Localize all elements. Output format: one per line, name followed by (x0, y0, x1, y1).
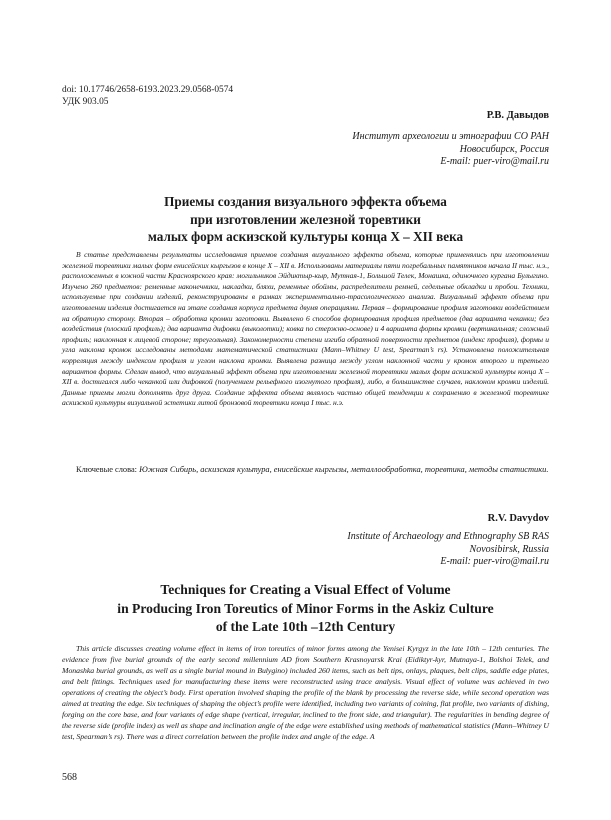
title-ru-line: малых форм аскизской культуры конца X – XII века (147, 229, 464, 244)
title-en-line: Techniques for Creating a Visual Effect of Volume (160, 582, 451, 597)
title-ru-line: Приемы создания визуального эффекта объема (164, 194, 447, 209)
author-ru: Р.В. Давыдов (486, 110, 549, 121)
author-en: R.V. Davydov (487, 513, 549, 524)
doi-line: doi: 10.17746/2658-6193.2023.29.0568-0574 (62, 85, 234, 95)
abstract-ru: В статье представлены результаты исследования приемов создания визуального эффекта объема, которые применялись при изготовлении железной торевтики малых форм енисейских кыргызов в конце X – XII в. Использованы материалы пяти погребальных памятников начала II тыс. н.э., расположенных в южной части Красноярского края: могильников Эйдиктыр-кыр, Мутная-1, Большой Телек, Монашка, одиночного кургана Булыгино. Изучено 260 предметов: ременные наконечники, накладки, бляхи, ременные обоймы, распределители ремней, седельные обкладки и пробои. Техники, используемые при создании изделий, реконструированы в рамках экспериментально-трасологического анализа. Визуальный эффект объема при изготовлении изделия достигается на этапе создания корпуса предмета двумя операциями. Первая – формирование профиля заготовки воздействием на обратную сторону. Вторая – обработка кромки заготовки. Выявлено 6 способов формирования профиля предметов (два варианта чеканки; без воздействия (плоский профиль); два варианта дифовки (выколотки); ковка по стержню-основе) и 4 варианта формы кромки (вертикальная; сложный профиль; наклонная к лицевой стороне; треугольная). Закономерности степени изгиба обратной поверхности предметов (индекс профиля), формы и угла наклона кромок исследованы методами математической статистики (Mann–Whitney U test, Spearman’s rs). Установлена положительная корреляция между индексом профиля и углом наклона кромки. Выявлена разница между углом наклонной части у кромок второго и третьего вариантов формы. Сделан вывод, что визуальный эффект объема при изготовлении железной торевтики малых форм аскизской культуры конца X – XII в. достигался либо чеканкой или дифовкой (получением рельефного изогнутого профиля), либо, в большинстве случаев, наклоном кромки изделий. Данные приемы могли дополнять друг друга. Создание эффекта объема являлось частью общей тенденции к сохранению в железной торевтике аскизской культуры визуальной эстетики литой бронзовой торевтики конца I тыс. н.э. (62, 250, 549, 408)
affiliation-ru-institute: Институт археологии и этнографии СО РАН (352, 131, 549, 142)
title-ru (62, 193, 549, 246)
affiliation-en-email: E-mail: puer-viro@mail.ru (440, 556, 549, 567)
keywords-label: Ключевые слова: (76, 465, 137, 474)
title-ru-line: при изготовлении железной торевтики (190, 211, 421, 227)
affiliation-en-institute: Institute of Archaeology and Ethnography SB RAS (347, 531, 549, 542)
affiliation-ru-email: E-mail: puer-viro@mail.ru (440, 156, 549, 167)
abstract-en: This article discusses creating volume effect in items of iron toreutics of minor forms among the Yenisei Kyrgyz in the late 10th – 12th centuries. The evidence from five burial grounds of the early second millennium AD from Southern Krasnoyarsk Krai (Eidiktyr-kyr, Mutnaya-1, Bolshoi Telek, and Monashka burial grounds, as well as a single burial mound in Bulygino) included 260 items, such as belt tips, onlays, plaques, belt clips, saddle edge plates, and belt fittings. Techniques used for manufacturing these items were reconstructed using trace analysis. Visual effect of volume was achieved in two operations of creating the object’s body. First operation involved shaping the profile of the blank by processing the reverse side, while second operation was aimed at treating the edge. Six techniques of shaping the object’s profile were identified, including two variants of coining, flat profile, two variants of dishing, forging on the core base, and four variants of edge shape (vertical, irregular, inclined to the front side, and triangular). The regularities in bending degree of the reverse side (profile index) as well as shape and inclination angle of the edge were established using methods of mathematical statistics (Mann–Whitney U test, Spearman’s rs). There was a direct correlation between the profile index and angle of the edge. A (62, 644, 549, 741)
title-en (62, 581, 549, 637)
keywords-text: Южная Сибирь, аскизская культура, енисейские кыргызы, металлообработка, торевтика, методы статистики. (139, 465, 549, 474)
title-en-line: in Producing Iron Toreutics of Minor Forms in the Askiz Culture (117, 600, 494, 616)
affiliation-ru-city: Новосибирск, Россия (459, 143, 549, 155)
keywords-ru (62, 464, 549, 475)
affiliation-ru (352, 131, 549, 169)
affiliation-en (347, 531, 549, 569)
article-meta (62, 84, 233, 108)
affiliation-en-city: Novosibirsk, Russia (469, 543, 549, 555)
page-number: 568 (62, 772, 77, 783)
title-en-line: of the Late 10th –12th Century (215, 619, 396, 634)
udk-line: УДК 903.05 (62, 97, 109, 107)
